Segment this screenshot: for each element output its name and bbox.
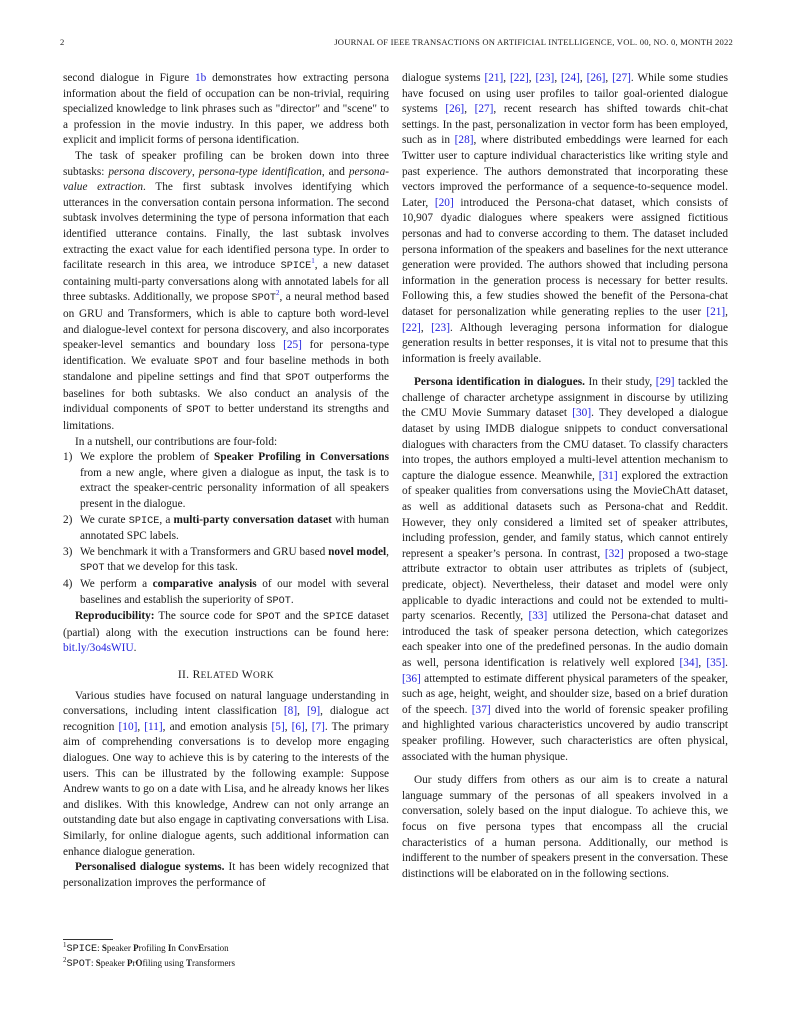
citation-link[interactable]: [33] (528, 610, 548, 623)
paragraph: second dialogue in Figure 1b demonstrates how extracting persona information about the field of occupation can be non-trivial, requiring specialized knowledge to link phrases such as "director" and "scene" to a profession in the movie industry. In this paper, we address both explicit and implicit forms of persona identification. (63, 72, 389, 147)
list-item: 4) We perform a comparative analysis of our model with several baselines and establish the superiority of SPOT. (63, 578, 389, 607)
citation-link[interactable]: [34] (679, 656, 699, 669)
paragraph: The task of speaker profiling can be broken down into three subtasks: persona discovery, persona-type identification, and persona-value extraction. The first subtask involves identifying which utterances in the conversation contain persona information. The second subtask involves determining the type of persona information that each identified utterance contains. Finally, the last subtask involves extracting the exact value for each identified persona type. In order to facilitate research in this area, we introduce SPICE$^1$, a new dataset containing multi-party conversations along with annotated labels for all three subtasks. Additionally, we propose SPOT$^2$, a neural method based on GRU and Transformers, which is able to capture both word-level and dialogue-level context for persona discovery, and also incorporates speaker-level semantics and boundary loss [25] for persona-type identification. We evaluate SPOT and four baseline methods in both standalone and pipeline settings and find that SPOT outperforms the baselines for both subtasks. We also conduct an analysis of the individual components of SPOT to better understand its strengths and limitations. (63, 149, 390, 433)
section-heading: II. RELATED WORK (177, 667, 275, 681)
page-number: 2 (60, 37, 65, 47)
citation-link[interactable]: [35] (706, 656, 726, 669)
citation-link[interactable]: [9] (306, 705, 321, 718)
citation-link[interactable]: [26] (586, 72, 606, 84)
paragraph: Persona identification in dialogues. In their study, [29] tackled the challenge of character archetype assignment in discourse by utilizing the CMU Movie Summary dataset [30]. They developed a dialogue dataset by using IMDB dialogue snippets to conduct conversational dialogues with characters from the CMU dataset. To classify characters into tropes, the authors employed a multi-level attention mechanism to capture the dialogue essence. Meanwhile, [31] explored the extraction of speaker qualities from conversations using the MovieChAtt dataset, as well as additional datasets such as Persona-chat and Reddit. However, they only considered a limited set of speaker attributes, including profession, gender, and family status, which cannot entirely represent a speaker’s persona. In contrast, [32] proposed a two-stage attribute extractor to obtain user attributes as triplets of (subject, predicate, object). Nevertheless, their dataset and model were only applicable to dyadic interactions and could not be extended to multi-party scenarios. Recently, [33] utilized the Persona-chat dataset and introduced the task of speaker persona detection, which categorizes each speaker into one of the predefined personas. In the audio domain as well, persona identification is relatively well explored [34], [35]. [36] attempted to estimate different physical parameters of the speaker, such as age, height, weight, and shoulder size, based on a brief duration of the speech. [37] dived into the world of forensic speaker profiling and highlighted various characteristics uncovered by audio transcript speaker profiling. However, such characteristics are often physical, associated with the human physique. (402, 376, 729, 763)
footnote: $^2$SPOT: Speaker PrOfiling using Transformers (63, 955, 236, 970)
model-name: SPOT (251, 293, 276, 305)
citation-link[interactable]: [5] (271, 720, 285, 733)
citation-link[interactable]: [22] (509, 72, 529, 84)
citation-link[interactable]: [36] (402, 672, 421, 685)
citation-link[interactable]: [22] (402, 321, 421, 334)
citation-link[interactable]: [29] (655, 376, 675, 389)
citation-link[interactable]: [26] (445, 103, 465, 116)
reproducibility-paragraph: Reproducibility: The source code for SPOT and the SPICE dataset (partial) along with the execution instructions can be found here: bit.ly/3o4sWIU. (63, 610, 389, 655)
footnote-ref[interactable]: 1 (311, 257, 315, 266)
citation-link[interactable]: [24] (561, 72, 580, 84)
citation-link[interactable]: [30] (572, 407, 592, 420)
contributions-list (63, 450, 389, 609)
list-item: 2) We curate SPICE, a multi-party conversation dataset with human annotated SPC labels. (63, 513, 390, 543)
paragraph: In a nutshell, our contributions are four-fold: (75, 435, 278, 448)
footnote-ref[interactable]: 2 (275, 289, 280, 298)
source-code-link[interactable]: bit.ly/3o4sWIU (63, 642, 134, 655)
citation-link[interactable]: [27] (612, 72, 631, 84)
citation-link[interactable]: [11] (144, 720, 163, 733)
citation-link[interactable]: [23] (535, 72, 555, 84)
list-item: 3) We benchmark it with a Transformers and GRU based novel model, SPOT that we develop for this task. (63, 545, 389, 575)
dataset-name: SPICE (280, 261, 312, 273)
citation-link[interactable]: [37] (471, 703, 491, 716)
paragraph: Personalised dialogue systems. It has been widely recognized that personalization improves the performance of (63, 861, 389, 889)
citation-link[interactable]: [10] (118, 720, 138, 733)
right-column (402, 71, 728, 882)
paragraph: Various studies have focused on natural language understanding in conversations, including intent classification [8], [9], dialogue act recognition [10], [11], and emotion analysis [5], [6], [7]. The primary aim of comprehending conversations is to develop more engaging dialogues. One way to achieve this is by catering to the interests of the users. This can be illustrated by the following example: Suppose Andrew wants to go on a date with Lisa, and he already knows her likes and dislikes. With this knowledge, Andrew can not only arrange an outstanding date but also engage in captivating conversations with Lisa. Similarly, for online dialogue agents, such additional information can enhance dialogue generation. (63, 689, 389, 858)
left-column (63, 71, 389, 891)
figure-link[interactable]: 1b (194, 72, 207, 84)
citation-link[interactable]: [21] (484, 72, 504, 84)
citation-link[interactable]: [21] (706, 305, 726, 318)
citation-link[interactable]: [6] (291, 720, 305, 733)
citation-link[interactable]: [8] (283, 705, 298, 718)
citation-link[interactable]: [32] (604, 547, 624, 560)
citation-link[interactable]: [27] (474, 103, 494, 116)
citation-link[interactable]: [7] (311, 720, 325, 733)
paragraph: Our study differs from others as our aim is to create a natural language summary of the personas of all speakers involved in a conversation, solely based on the input dialogue. To achieve this, we focus on five persona types that encompass all the crucial characteristics of a human persona. Additionally, our method is indifferent to the number of speakers present in the conversation. These distinctions will be elaborated on in the following sections. (402, 774, 728, 880)
citation-link[interactable]: [23] (431, 321, 450, 334)
citation-link[interactable]: [31] (598, 469, 618, 482)
footnote-rule (63, 939, 113, 940)
citation-link[interactable]: [28] (454, 134, 474, 147)
citation-link[interactable]: [20] (434, 196, 454, 209)
footnote: $^1$SPICE: Speaker Profiling In ConvErsation (63, 941, 229, 955)
footnotes (63, 942, 389, 971)
journal-title: JOURNAL OF IEEE TRANSACTIONS ON ARTIFICIAL INTELLIGENCE, VOL. 00, NO. 0, MONTH 2022 (334, 37, 733, 47)
list-item: 1) We explore the problem of Speaker Profiling in Conversations from a new angle, where given a dialogue as input, the task is to extract the speaker-centric personality information of all speakers present in the dialogue. (63, 451, 389, 511)
paragraph: dialogue systems [21], [22], [23], [24], [26], [27]. While some studies have focused on using user profiles to tailor goal-oriented dialogue systems [26], [27], recent research has shifted towards chit-chat settings. In the past, personalization in vector form has been employed, such as in [28], where distributed embeddings were learned for each Twitter user to capture individual characteristics like writing style and past experience. The authors demonstrated that incorporating these vectors improved the performance of a sequence-to-sequence model. Later, [20] introduced the Persona-chat dataset, which consists of 10,907 dyadic dialogues where speakers were assigned fictitious personas and had to converse according to them. The dataset included persona information of the speakers and baselines for the next utterance generation were provided. The authors showed that including persona information in the generation process is necessary for better results. Following this, a few studies showed the benefit of the Persona-chat dataset for personalization while generating replies to the user [21], [22], [23]. Although leveraging persona information for dialogue generation results in better responses, it is vital not to presume that this information is freely available. (402, 72, 728, 365)
citation-link[interactable]: [25] (283, 339, 302, 352)
